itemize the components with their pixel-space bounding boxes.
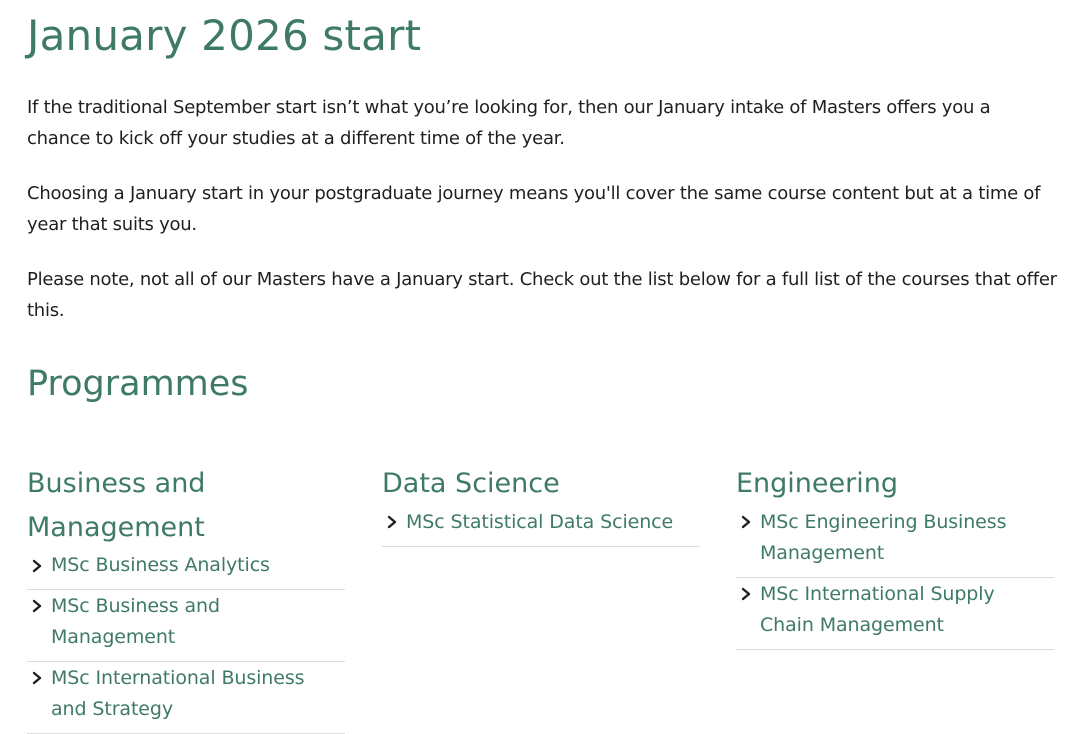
category-engineering [736,462,1054,650]
chevron-right-icon [740,515,752,529]
programme-link[interactable]: MSc Business Analytics [51,554,270,576]
chevron-right-icon [31,671,43,685]
programme-link[interactable]: MSc Statistical Data Science [406,511,674,533]
page-title: January 2026 start [27,11,422,60]
category-heading: Engineering [736,468,898,499]
list-item [27,550,345,590]
list-item [736,578,1054,650]
list-item [27,590,345,662]
intro-paragraph: Please note, not all of our Masters have a January start. Check out the list below for a full list of the courses that offer this. [27,269,1057,321]
list-item [736,506,1054,578]
category-heading: Business and Management [27,468,206,543]
section-heading-programmes: Programmes [27,364,249,404]
programme-link[interactable]: MSc Business and Management [51,595,220,648]
category-data-science [382,462,700,547]
chevron-right-icon [31,599,43,613]
intro-paragraph: Choosing a January start in your postgraduate journey means you'll cover the same course content but at a time of year that suits you. [27,183,1041,235]
intro-paragraph: If the traditional September start isn’t what you’re looking for, then our January intake of Masters offers you a chance to kick off your studies at a different time of the year. [27,97,991,149]
list-item [27,662,345,734]
category-heading: Data Science [382,468,560,499]
programme-list [382,506,700,547]
chevron-right-icon [31,559,43,573]
category-business-and-management [27,462,345,734]
programme-list [736,506,1054,650]
intro-text [27,92,1080,326]
programme-link[interactable]: MSc International Business and Strategy [51,667,305,720]
programme-columns [27,462,1067,720]
chevron-right-icon [740,587,752,601]
programme-link[interactable]: MSc International Supply Chain Management [760,583,995,636]
programme-link[interactable]: MSc Engineering Business Management [760,511,1007,564]
list-item [382,506,700,547]
chevron-right-icon [386,515,398,529]
programme-list [27,550,345,734]
